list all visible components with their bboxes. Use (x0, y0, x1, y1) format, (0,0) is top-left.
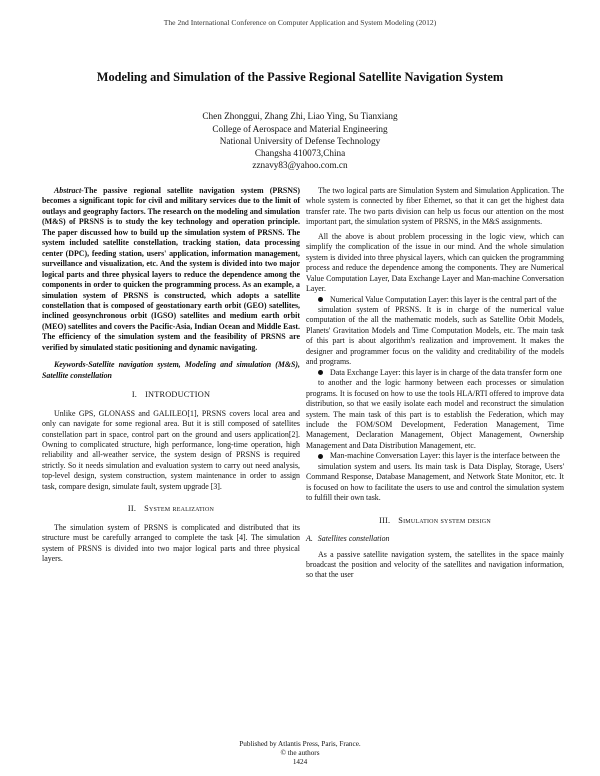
bullet-man-machine-layer (306, 451, 564, 461)
bullet-text: Data Exchange Layer: this layer is in charge of the data transfer form one (330, 367, 562, 377)
intro-paragraph: Unlike GPS, GLONASS and GALILEO[1], PRSNS covers local area and only can navigate for some regional area. But it is still composed of satellites constellation part in space, control part on the ground and users application[2]. Owning to complicated structure, high performance, long-time operation, high reliability and all-weather service, the system design of PRSNS is required strictly. So it needs simulation and evaluation system to carry out need analysis, top-level design, system construction, system maintenance in order to assign task, compare design, simulate fault, system upgrade [3]. (42, 408, 300, 491)
left-column (42, 186, 300, 565)
bullet-icon (318, 370, 323, 375)
abstract-text: The passive regional satellite navigation system (PRSNS) becomes a significant topic for civil and military services due to the limit of outlays and geography factors. The research on the modeling and simulation (M&S) of PRSNS is to study the key technology and operation principle. The paper discussed how to build up the simulation system of PRSNS. The system included satellite constellation, tracking station, data processing center (DPC), feeding station, users' application, information management, surveillance and visualization, etc. And the system is divided into two major logical parts and three physical layers to reduce the dependence among the components in order to quicken the programming process. As an example, a simulation system of PRSNS is constructed, which adopts a satellite constellation that is composed of geostationary earth orbit (GEO) satellites, inclined geosynchronous orbit (IGSO) satellites and medium earth orbit (MEO) satellites and covers the Pacific-Asia, Indian Ocean and Middle East. The efficiency of the simulation system and the feasibility of PRSNS are verified by simulated static positioning and dynamic navigating. (42, 186, 300, 352)
bullet-icon (318, 297, 323, 302)
bullet-data-exchange-layer-continued: to another and the logic harmony between each processes or simulation programs. It is focused on how to use the tools HLA/RTI offered to improve data distribution, so that we easily isolate each model and reconstruct the simulation system. The main task of this part is to establish the Federation, which may include the FOM/SOM Development, Federation Management, Time Management, Declaration Management, Object Management, Ownership Management and Data Distribution Management, etc. (306, 378, 564, 450)
section-number: II. (127, 504, 137, 514)
author-university: National University of Defense Technology (219, 136, 381, 146)
realization-paragraph-2: The two logical parts are Simulation System and Simulation Application. The whole system is connected by fiber Ethernet, so that it can get the highest data transfer rate. The two parts division can help us focus our attention on the most important part, the simulation system of PRSNS, in the M&S assignments. (306, 186, 564, 227)
right-column (306, 186, 564, 581)
author-names: Chen Zhonggui, Zhang Zhi, Liao Ying, Su Tianxiang (202, 111, 398, 121)
keywords (42, 360, 300, 381)
realization-paragraph-3: All the above is about problem processing in the logic view, which can simplify the complication of the issue in our mind. And the whole simulation system is divided into three physical layers, which can quicken the programming process and reduce the dependence among the components. They are Numerical Value Computation Layer, Data Exchange Layer and Man-machine Conversation Layer. (306, 231, 564, 294)
subsection-heading-satellites-constellation (306, 534, 564, 544)
section-number: III. (379, 515, 391, 525)
author-block (40, 110, 560, 171)
copyright-line: © the authors (280, 749, 320, 758)
section-number: I. (131, 390, 138, 400)
section-heading-introduction (42, 390, 300, 400)
page-number: 1424 (292, 758, 308, 767)
subsection-title: Satellites constellation (317, 534, 390, 544)
keywords-label: Keywords- (54, 360, 89, 370)
abstract (42, 186, 300, 353)
section-heading-system-realization (42, 504, 300, 514)
bullet-data-exchange-layer (306, 368, 564, 378)
keywords-text: Satellite navigation system, Modeling and simulation (M&S), Satellite constellation (42, 360, 300, 380)
bullet-numerical-layer-continued: simulation system of PRSNS. It is in charge of the numerical value computation of the all the mathematic models, such as Satellite Orbit Models, Planets' Gravitation Models and Time Computation Models, etc. The main task of this part is about algorithm's realization and improvement. It makes the designer and programmer focus on the validity and creditability of the models and programs. (306, 304, 564, 367)
bullet-icon (318, 454, 323, 459)
bullet-numerical-layer (306, 295, 564, 305)
realization-paragraph-1: The simulation system of PRSNS is complicated and distributed that its structure must be carefully arranged to complete the task [4]. The simulation system of PRSNS is divided into two major logical parts and three physical layers. (42, 522, 300, 564)
section-title: System realization (144, 504, 215, 514)
bullet-text: Man-machine Conversation Layer: this layer is the interface between the (330, 451, 560, 461)
subsection-number: A. (306, 534, 313, 544)
bullet-text: Numerical Value Computation Layer: this layer is the central part of the (330, 294, 557, 304)
author-city: Changsha 410073,China (254, 148, 346, 158)
conference-header: The 2nd International Conference on Computer Application and System Modeling (2012) (163, 18, 437, 27)
page-footer (0, 740, 600, 768)
section-heading-simulation-system-design (306, 516, 564, 526)
abstract-label: Abstract- (54, 186, 84, 195)
publisher-line: Published by Atlantis Press, Paris, France. (239, 740, 361, 748)
section-title: Simulation system design (398, 515, 491, 525)
author-email: zznavy83@yahoo.com.cn (252, 160, 348, 170)
paper-title: Modeling and Simulation of the Passive Regional Satellite Navigation System (96, 70, 504, 84)
design-paragraph-1: As a passive satellite navigation system, the satellites in the space mainly broadcast the position and velocity of the satellites and navigation information, so that the user (306, 549, 564, 580)
section-title: INTRODUCTION (145, 390, 211, 400)
bullet-man-machine-layer-continued: simulation system and users. Its main task is Data Display, Storage, Users' Command Response, Database Management, and Network State Monitor, etc. It is focused on how to facilitate the users to use and control the simulation system to fulfill their own task. (306, 461, 564, 503)
author-college: College of Aerospace and Material Engineering (212, 124, 388, 134)
